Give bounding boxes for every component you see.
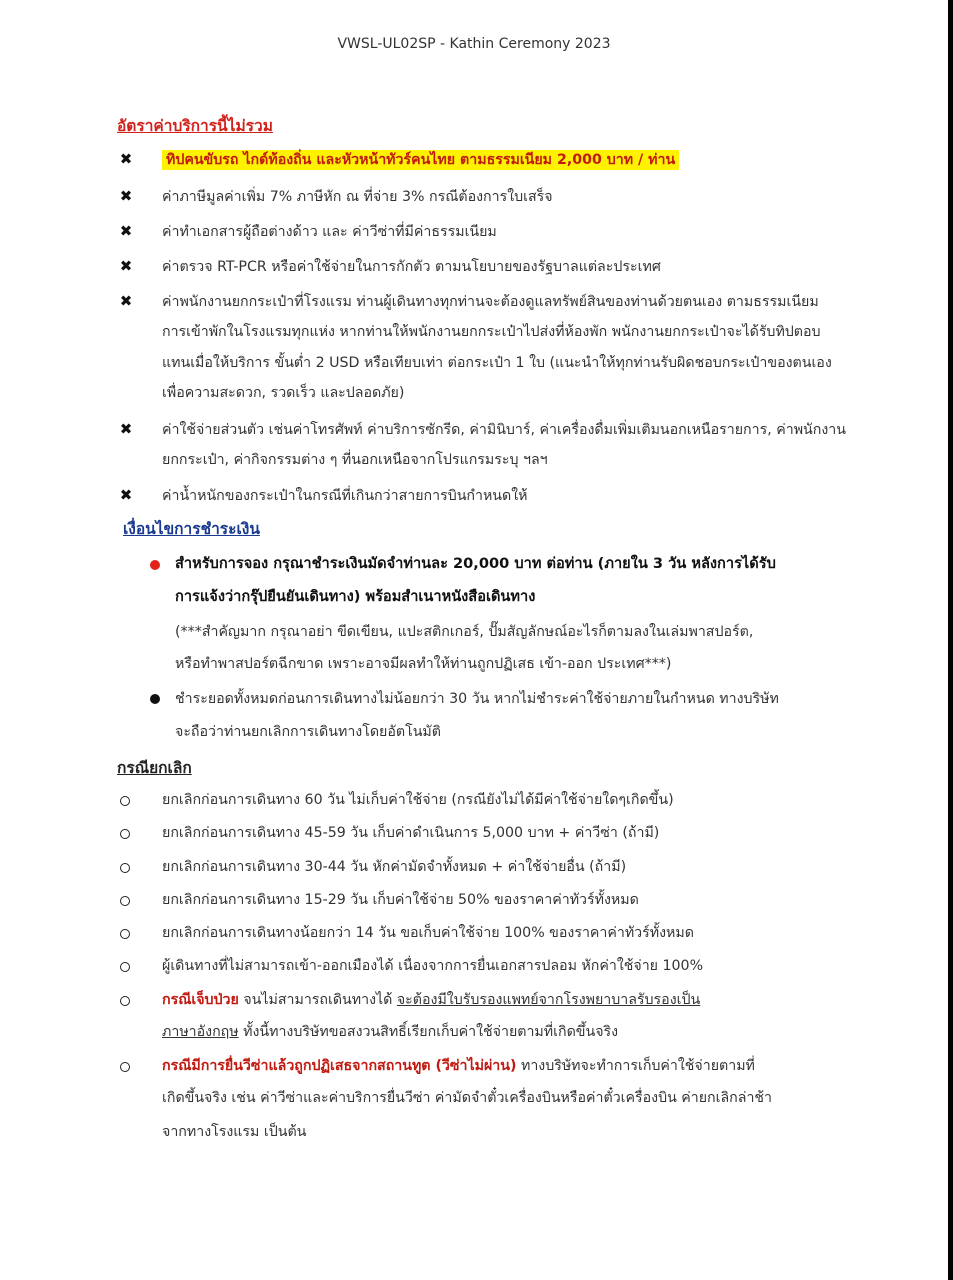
circle-bullet-icon <box>120 929 130 939</box>
cross-icon: ✖ <box>119 150 133 168</box>
cross-icon: ✖ <box>119 486 133 504</box>
cancel-item-6: ผู้เดินทางที่ไม่สามารถเข้า-ออกเมืองได้ เนื่องจากการยื่นเอกสารปลอม หักค่าใช้จ่าย 100% <box>162 958 704 974</box>
circle-bullet-icon <box>120 796 130 806</box>
cancel-item-5: ยกเลิกก่อนการเดินทางน้อยกว่า 14 วัน ขอเก็บค่าใช้จ่าย 100% ของราคาค่าทัวร์ทั้งหมด <box>162 925 694 941</box>
payment-note-line-2: หรือทำพาสปอร์ตฉีกขาด เพราะอาจมีผลทำให้ท่านถูกปฏิเสธ เข้า-ออก ประเทศ***) <box>175 656 672 672</box>
circle-bullet-icon <box>120 829 130 839</box>
excluded-title: อัตราค่าบริการนี้ไม่รวม <box>117 117 273 135</box>
cancel-sick-line-1: กรณีเจ็บป่วย จนไม่สามารถเดินทางได้ จะต้องมีใบรับรองแพทย์จากโรงพยาบาลรับรองเป็น <box>162 992 701 1008</box>
payment-item-2-line-1: ชำระยอดทั้งหมดก่อนการเดินทางไม่น้อยกว่า 30 วัน หากไม่ชำระค่าใช้จ่ายภายในกำหนด ทางบริษัท <box>175 691 779 707</box>
cancel-visa-line-2: เกิดขึ้นจริง เช่น ค่าวีซ่าและค่าบริการยื่นวีซ่า ค่ามัดจำตั๋วเครื่องบินหรือค่าตั๋วเครื่องบิน ค่ายกเลิกล่าช้า <box>162 1090 773 1106</box>
payment-item-2-line-2: จะถือว่าท่านยกเลิกการเดินทางโดยอัตโนมัติ <box>175 724 441 740</box>
excluded-item-4: ค่าตรวจ RT-PCR หรือค่าใช้จ่ายในการกักตัว ตามนโยบายของรัฐบาลแต่ละประเทศ <box>162 259 661 275</box>
excluded-item-5-line-2: การเข้าพักในโรงแรมทุกแห่ง หากท่านให้พนักงานยกกระเป๋าไปส่งที่ห้องพัก พนักงานยกกระเป๋าจะได้รับทิปตอบ <box>162 324 821 340</box>
excluded-item-3: ค่าทำเอกสารผู้ถือต่างด้าว และ ค่าวีซ่าที่มีค่าธรรมเนียม <box>162 224 497 240</box>
cancel-item-3: ยกเลิกก่อนการเดินทาง 30-44 วัน หักค่ามัดจำทั้งหมด + ค่าใช้จ่ายอื่น (ถ้ามี) <box>162 859 627 875</box>
cancel-sick-line-2: ภาษาอังกฤษ ทั้งนี้ทางบริษัทขอสงวนสิทธิ์เรียกเก็บค่าใช้จ่ายตามที่เกิดขึ้นจริง <box>162 1024 619 1040</box>
page-header: VWSL-UL02SP - Kathin Ceremony 2023 <box>337 36 611 52</box>
payment-title: เงื่อนไขการชำระเงิน <box>123 520 260 538</box>
cross-icon: ✖ <box>119 187 133 205</box>
cancel-visa-line-3: จากทางโรงแรม เป็นต้น <box>162 1124 307 1140</box>
payment-note-line-1: (***สำคัญมาก กรุณาอย่า ขีดเขียน, แปะสติกเกอร์, ปั๊มสัญลักษณ์อะไรก็ตามลงในเล่มพาสปอร์ต, <box>175 624 754 640</box>
cancel-title: กรณียกเลิก <box>117 759 192 777</box>
cancel-item-1: ยกเลิกก่อนการเดินทาง 60 วัน ไม่เก็บค่าใช้จ่าย (กรณียังไม่ได้มีค่าใช้จ่ายใดๆเกิดขึ้น) <box>162 792 674 808</box>
circle-bullet-icon <box>120 1062 130 1072</box>
excluded-item-6-line-1: ค่าใช้จ่ายส่วนตัว เช่นค่าโทรศัพท์ ค่าบริการซักรีด, ค่ามินิบาร์, ค่าเครื่องดื่มเพิ่มเติมนอกเหนือรายการ, ค่าพนักงาน <box>162 422 846 438</box>
cross-icon: ✖ <box>119 257 133 275</box>
cancel-visa-line-1: กรณีมีการยื่นวีซ่าแล้วถูกปฏิเสธจากสถานทูต (วีซ่าไม่ผ่าน) ทางบริษัทจะทำการเก็บค่าใช้จ่ายตามที่ <box>162 1058 755 1074</box>
cross-icon: ✖ <box>119 222 133 240</box>
cross-icon: ✖ <box>119 420 133 438</box>
excluded-item-5-line-4: เพื่อความสะดวก, รวดเร็ว และปลอดภัย) <box>162 385 405 401</box>
cancel-item-2: ยกเลิกก่อนการเดินทาง 45-59 วัน เก็บค่าดำเนินการ 5,000 บาท + ค่าวีซ่า (ถ้ามี) <box>162 825 660 841</box>
circle-bullet-icon <box>120 896 130 906</box>
red-bullet-icon <box>150 560 160 570</box>
circle-bullet-icon <box>120 863 130 873</box>
black-bullet-icon <box>150 694 160 704</box>
cancel-item-4: ยกเลิกก่อนการเดินทาง 15-29 วัน เก็บค่าใช้จ่าย 50% ของราคาค่าทัวร์ทั้งหมด <box>162 892 639 908</box>
cross-icon: ✖ <box>119 292 133 310</box>
excluded-item-1: ทิปคนขับรถ ไกด์ท้องถิ่น และหัวหน้าทัวร์คนไทย ตามธรรมเนียม 2,000 บาท / ท่าน <box>162 146 679 174</box>
excluded-item-2: ค่าภาษีมูลค่าเพิ่ม 7% ภาษีหัก ณ ที่จ่าย 3% กรณีต้องการใบเสร็จ <box>162 189 553 205</box>
excluded-item-6-line-2: ยกกระเป๋า, ค่ากิจกรรมต่าง ๆ ที่นอกเหนือจากโปรแกรมระบุ ฯลฯ <box>162 452 548 468</box>
excluded-item-5-line-1: ค่าพนักงานยกกระเป๋าที่โรงแรม ท่านผู้เดินทางทุกท่านจะต้องดูแลทรัพย์สินของท่านด้วยตนเอง ตามธรรมเนียม <box>162 294 819 310</box>
circle-bullet-icon <box>120 996 130 1006</box>
payment-item-1-line-1: สำหรับการจอง กรุณาชำระเงินมัดจำท่านละ 20,000 บาท ต่อท่าน (ภายใน 3 วัน หลังการได้รับ <box>175 555 776 572</box>
excluded-item-7: ค่าน้ำหนักของกระเป๋าในกรณีที่เกินกว่าสายการบินกำหนดให้ <box>162 488 528 504</box>
payment-item-1-line-2: การแจ้งว่ากรุ๊ปยืนยันเดินทาง) พร้อมสำเนาหนังสือเดินทาง <box>175 588 536 605</box>
excluded-item-5-line-3: แทนเมื่อให้บริการ ขั้นต่ำ 2 USD หรือเทียบเท่า ต่อกระเป๋า 1 ใบ (แนะนำให้ทุกท่านรับผิดชอบกระเป๋าของตนเอง <box>162 355 832 371</box>
circle-bullet-icon <box>120 962 130 972</box>
